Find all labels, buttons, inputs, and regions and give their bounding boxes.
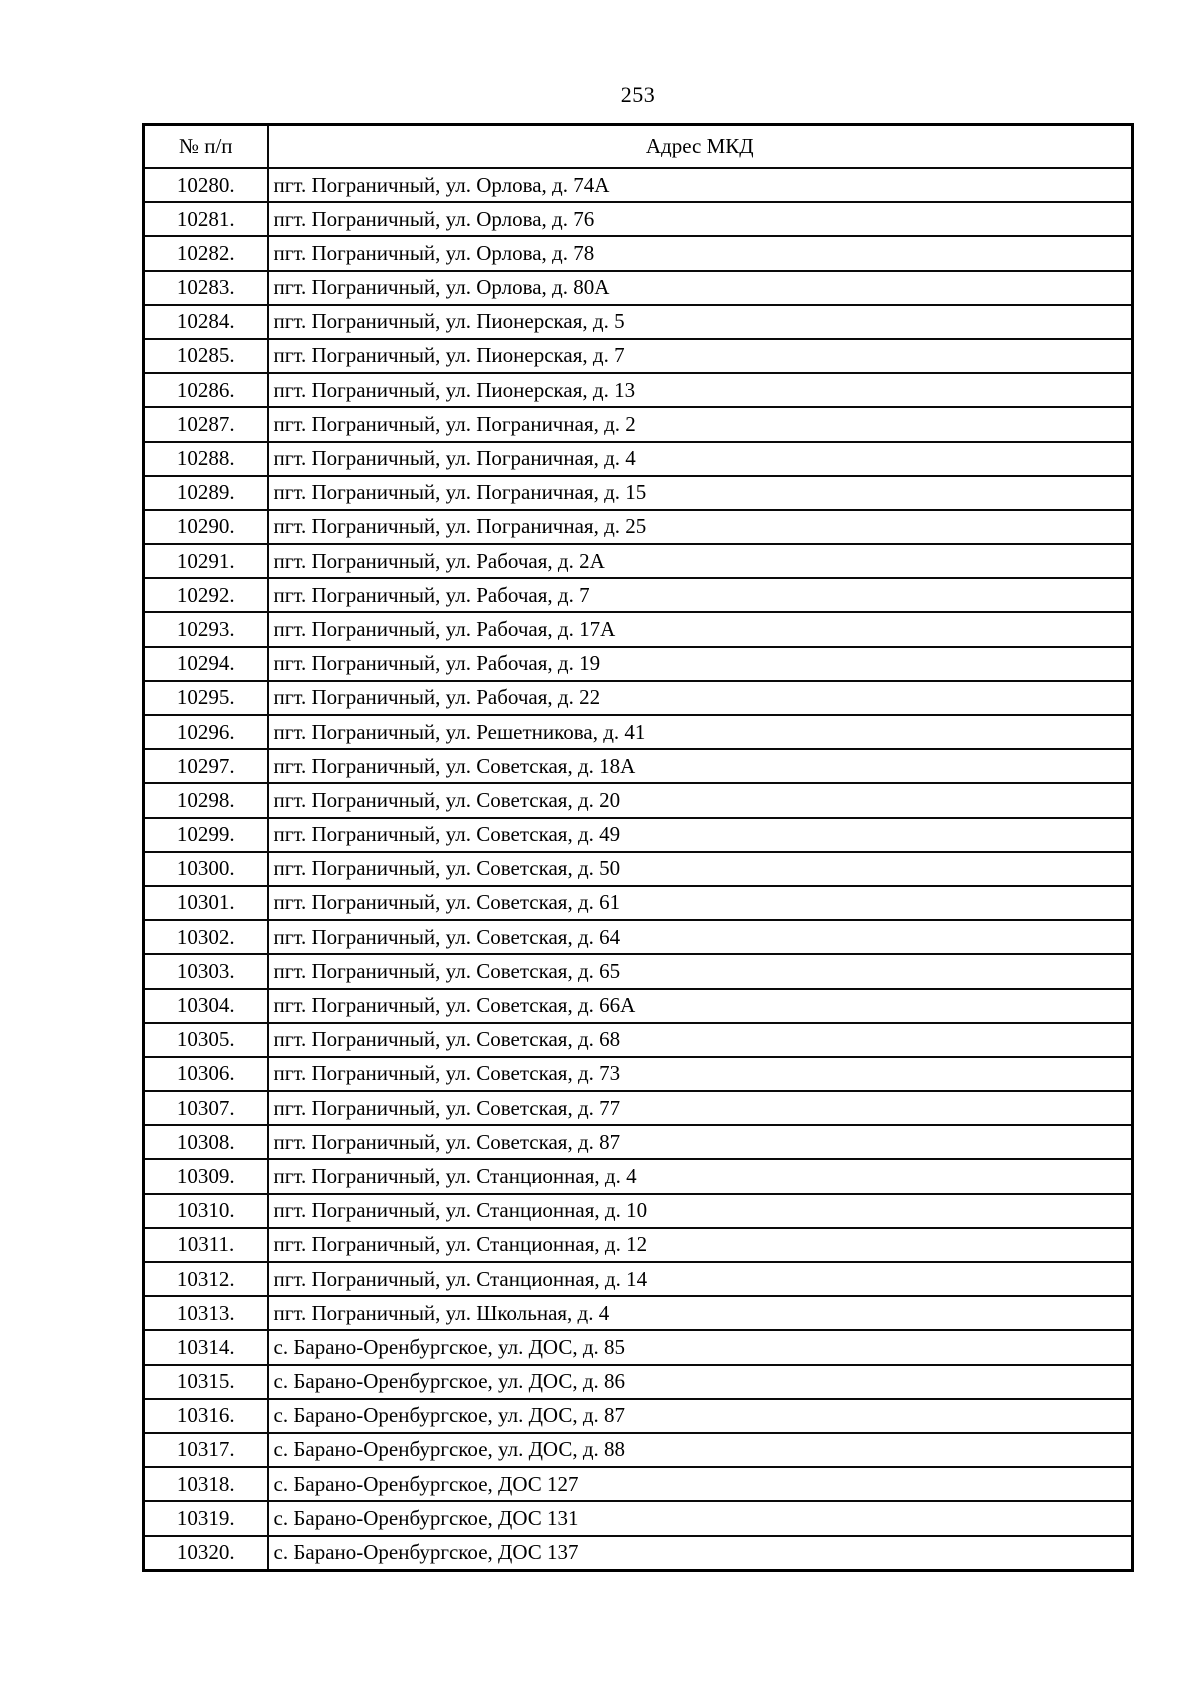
row-number: 10317.: [144, 1433, 268, 1467]
row-address: пгт. Пограничный, ул. Орлова, д. 74А: [268, 168, 1133, 202]
table-row: [144, 681, 1133, 715]
table-row: [144, 202, 1133, 236]
row-number: 10290.: [144, 510, 268, 544]
row-number: 10298.: [144, 783, 268, 817]
row-address: пгт. Пограничный, ул. Советская, д. 73: [268, 1057, 1133, 1091]
row-address: с. Барано-Оренбургское, ДОС 131: [268, 1501, 1133, 1535]
row-address: пгт. Пограничный, ул. Орлова, д. 76: [268, 202, 1133, 236]
row-address: пгт. Пограничный, ул. Советская, д. 87: [268, 1125, 1133, 1159]
row-number: 10300.: [144, 852, 268, 886]
row-address: пгт. Пограничный, ул. Советская, д. 50: [268, 852, 1133, 886]
row-number: 10313.: [144, 1296, 268, 1330]
header-row-number: № п/п: [144, 125, 268, 169]
row-address: пгт. Пограничный, ул. Советская, д. 64: [268, 920, 1133, 954]
row-number: 10320.: [144, 1536, 268, 1571]
row-number: 10282.: [144, 236, 268, 270]
table-row: [144, 578, 1133, 612]
row-address: пгт. Пограничный, ул. Рабочая, д. 2А: [268, 544, 1133, 578]
row-number: 10308.: [144, 1125, 268, 1159]
row-number: 10315.: [144, 1365, 268, 1399]
row-address: пгт. Пограничный, ул. Станционная, д. 10: [268, 1194, 1133, 1228]
row-address: пгт. Пограничный, ул. Станционная, д. 14: [268, 1262, 1133, 1296]
row-number: 10304.: [144, 989, 268, 1023]
row-number: 10318.: [144, 1467, 268, 1501]
row-number: 10312.: [144, 1262, 268, 1296]
table-row: [144, 1536, 1133, 1571]
table-row: [144, 1023, 1133, 1057]
row-address: пгт. Пограничный, ул. Советская, д. 20: [268, 783, 1133, 817]
row-address: с. Барано-Оренбургское, ДОС 137: [268, 1536, 1133, 1571]
table-row: [144, 1433, 1133, 1467]
row-address: пгт. Пограничный, ул. Решетникова, д. 41: [268, 715, 1133, 749]
row-address: пгт. Пограничный, ул. Пограничная, д. 2: [268, 407, 1133, 441]
table-row: [144, 510, 1133, 544]
table-row: [144, 544, 1133, 578]
table-row: [144, 407, 1133, 441]
table-row: [144, 1091, 1133, 1125]
table-row: [144, 1125, 1133, 1159]
row-address: пгт. Пограничный, ул. Школьная, д. 4: [268, 1296, 1133, 1330]
row-address: с. Барано-Оренбургское, ДОС 127: [268, 1467, 1133, 1501]
header-address: Адрес МКД: [268, 125, 1133, 169]
row-number: 10295.: [144, 681, 268, 715]
row-address: с. Барано-Оренбургское, ул. ДОС, д. 86: [268, 1365, 1133, 1399]
table-row: [144, 715, 1133, 749]
row-number: 10297.: [144, 749, 268, 783]
row-number: 10310.: [144, 1194, 268, 1228]
table-row: [144, 920, 1133, 954]
row-number: 10280.: [144, 168, 268, 202]
table-row: [144, 1330, 1133, 1364]
row-address: пгт. Пограничный, ул. Рабочая, д. 7: [268, 578, 1133, 612]
row-address: пгт. Пограничный, ул. Советская, д. 68: [268, 1023, 1133, 1057]
row-address: пгт. Пограничный, ул. Пограничная, д. 4: [268, 442, 1133, 476]
row-number: 10283.: [144, 271, 268, 305]
row-number: 10288.: [144, 442, 268, 476]
row-number: 10302.: [144, 920, 268, 954]
table-row: [144, 442, 1133, 476]
table-row: [144, 1057, 1133, 1091]
row-address: пгт. Пограничный, ул. Рабочая, д. 17А: [268, 612, 1133, 646]
table-row: [144, 783, 1133, 817]
row-address: пгт. Пограничный, ул. Советская, д. 18А: [268, 749, 1133, 783]
row-address: пгт. Пограничный, ул. Советская, д. 65: [268, 954, 1133, 988]
page-number: 253: [620, 82, 656, 107]
row-number: 10287.: [144, 407, 268, 441]
row-address: пгт. Пограничный, ул. Пограничная, д. 25: [268, 510, 1133, 544]
row-number: 10281.: [144, 202, 268, 236]
row-number: 10307.: [144, 1091, 268, 1125]
row-number: 10289.: [144, 476, 268, 510]
table-row: [144, 989, 1133, 1023]
table-row: [144, 236, 1133, 270]
table-row: [144, 954, 1133, 988]
table-row: [144, 1194, 1133, 1228]
row-number: 10293.: [144, 612, 268, 646]
row-number: 10306.: [144, 1057, 268, 1091]
table-row: [144, 305, 1133, 339]
row-address: пгт. Пограничный, ул. Пионерская, д. 5: [268, 305, 1133, 339]
table-header-row: [144, 125, 1133, 169]
row-number: 10319.: [144, 1501, 268, 1535]
table-row: [144, 749, 1133, 783]
row-number: 10309.: [144, 1159, 268, 1193]
table-row: [144, 647, 1133, 681]
row-number: 10299.: [144, 818, 268, 852]
row-address: пгт. Пограничный, ул. Орлова, д. 78: [268, 236, 1133, 270]
row-number: 10294.: [144, 647, 268, 681]
row-address: с. Барано-Оренбургское, ул. ДОС, д. 87: [268, 1399, 1133, 1433]
table-row: [144, 1296, 1133, 1330]
row-address: пгт. Пограничный, ул. Пионерская, д. 13: [268, 373, 1133, 407]
row-address: пгт. Пограничный, ул. Станционная, д. 12: [268, 1228, 1133, 1262]
row-address: пгт. Пограничный, ул. Орлова, д. 80А: [268, 271, 1133, 305]
row-address: с. Барано-Оренбургское, ул. ДОС, д. 88: [268, 1433, 1133, 1467]
table-row: [144, 1228, 1133, 1262]
row-number: 10301.: [144, 886, 268, 920]
table-row: [144, 1159, 1133, 1193]
row-number: 10296.: [144, 715, 268, 749]
table-row: [144, 339, 1133, 373]
table-row: [144, 886, 1133, 920]
row-number: 10284.: [144, 305, 268, 339]
table-row: [144, 1262, 1133, 1296]
row-address: пгт. Пограничный, ул. Рабочая, д. 19: [268, 647, 1133, 681]
address-table: [142, 123, 1134, 1572]
row-address: пгт. Пограничный, ул. Станционная, д. 4: [268, 1159, 1133, 1193]
table-row: [144, 476, 1133, 510]
row-number: 10285.: [144, 339, 268, 373]
row-address: пгт. Пограничный, ул. Советская, д. 61: [268, 886, 1133, 920]
row-address: пгт. Пограничный, ул. Советская, д. 66А: [268, 989, 1133, 1023]
table-row: [144, 168, 1133, 202]
row-address: пгт. Пограничный, ул. Советская, д. 77: [268, 1091, 1133, 1125]
row-number: 10286.: [144, 373, 268, 407]
row-number: 10305.: [144, 1023, 268, 1057]
table-row: [144, 1399, 1133, 1433]
row-number: 10292.: [144, 578, 268, 612]
row-number: 10291.: [144, 544, 268, 578]
table-row: [144, 818, 1133, 852]
table-row: [144, 271, 1133, 305]
row-number: 10316.: [144, 1399, 268, 1433]
table-row: [144, 1365, 1133, 1399]
table-row: [144, 1467, 1133, 1501]
table-row: [144, 1501, 1133, 1535]
row-number: 10314.: [144, 1330, 268, 1364]
row-address: пгт. Пограничный, ул. Советская, д. 49: [268, 818, 1133, 852]
row-address: пгт. Пограничный, ул. Пионерская, д. 7: [268, 339, 1133, 373]
row-address: пгт. Пограничный, ул. Рабочая, д. 22: [268, 681, 1133, 715]
row-address: с. Барано-Оренбургское, ул. ДОС, д. 85: [268, 1330, 1133, 1364]
table-row: [144, 612, 1133, 646]
table-body: [144, 168, 1133, 1570]
row-number: 10311.: [144, 1228, 268, 1262]
table-row: [144, 373, 1133, 407]
row-number: 10303.: [144, 954, 268, 988]
row-address: пгт. Пограничный, ул. Пограничная, д. 15: [268, 476, 1133, 510]
table-row: [144, 852, 1133, 886]
